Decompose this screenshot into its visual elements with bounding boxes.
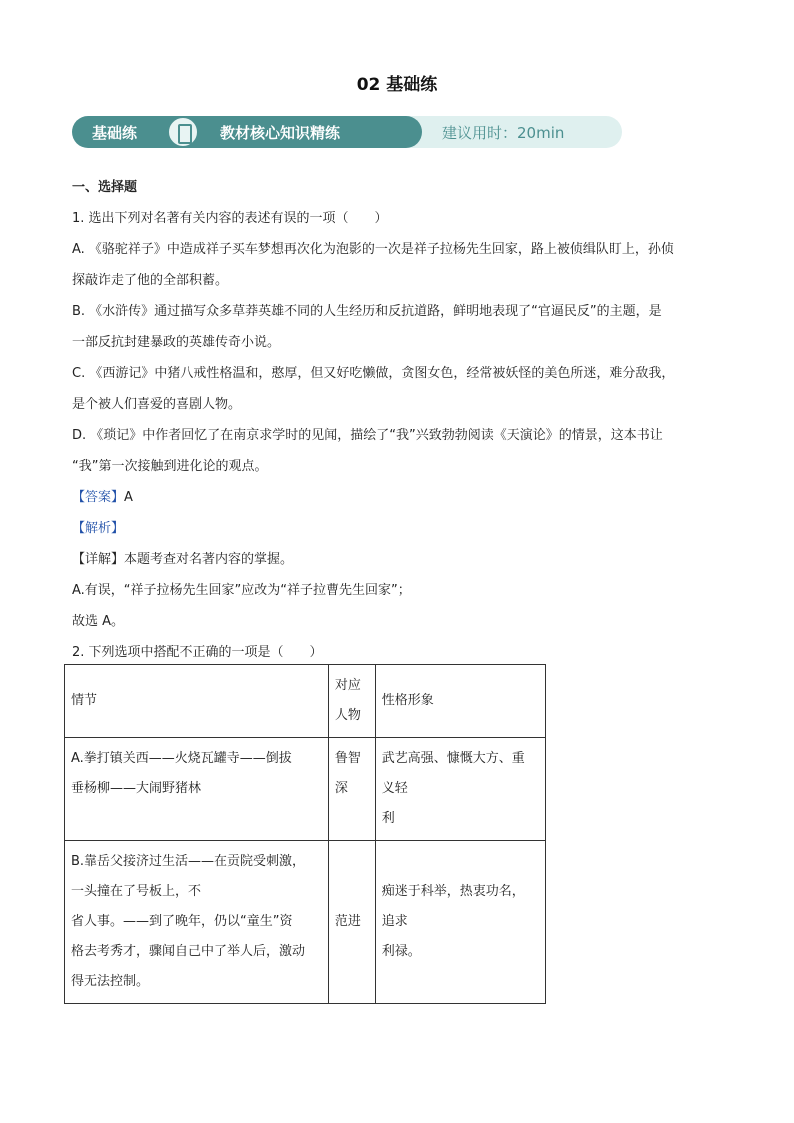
q1-option-d-line1: D. 《琐记》中作者回忆了在南京求学时的见闻，描绘了“我”兴致勃勃阅读《天演论》的情景，这本书让	[72, 428, 663, 443]
book-icon	[167, 116, 199, 148]
q1-option-b-line1: B. 《水浒传》通过描写众多草莽英雄不同的人生经历和反抗道路，鲜明地表现了“官逼民反”的主题，是	[72, 304, 662, 319]
table-header-row	[65, 665, 546, 738]
section-heading: 一、选择题	[72, 180, 138, 195]
question-content	[72, 172, 724, 668]
q1-option-d-line2: “我”第一次接触到进化论的观点。	[72, 459, 268, 474]
q1-option-c-line1: C. 《西游记》中猪八戒性格温和，憨厚，但又好吃懒做，贪图女色，经常被妖怪的美色所迷，难分敌我，	[72, 366, 675, 381]
q1-option-c-line2: 是个被人们喜爱的喜剧人物。	[72, 397, 242, 412]
header-plot: 情节	[65, 665, 329, 738]
row-b-person: 范进	[328, 841, 375, 1004]
page-title: 02 基础练	[356, 75, 438, 95]
q1-detail	[72, 544, 724, 575]
row-a-trait: 武艺高强、慷慨大方、重 义轻 利	[375, 738, 545, 841]
banner-label-basic: 基础练	[92, 124, 138, 142]
table-row	[65, 738, 546, 841]
row-a-plot: A.拳打镇关西——火烧瓦罐寺——倒拔 垂杨柳——大闹野猪林	[65, 738, 329, 841]
banner-label-time: 建议用时：20min	[442, 124, 565, 142]
banner-label-core: 教材核心知识精练	[220, 124, 341, 142]
analysis-tag: 【解析】	[72, 521, 125, 536]
detail-tag: 【详解】	[72, 552, 125, 567]
row-b-plot: B.靠岳父接济过生活——在贡院受刺激， 一头撞在了号板上，不 省人事。——到了晚年，仍以“童生”资 格去考秀才，骤闻自己中了举人后，激动 得无法控制。	[65, 841, 329, 1004]
table-row	[65, 841, 546, 1004]
q1-analysis	[72, 513, 724, 544]
answer-tag: 【答案】	[72, 490, 125, 505]
q2-stem: 2. 下列选项中搭配不正确的一项是（ ）	[72, 645, 323, 660]
q1-option-b-line2: 一部反抗封建暴政的英雄传奇小说。	[72, 335, 281, 350]
q2-table	[64, 664, 546, 1004]
answer-value: A	[124, 490, 133, 505]
detail-text: 本题考查对名著内容的掌握。	[124, 552, 294, 567]
q1-option-a-line1: A. 《骆驼祥子》中造成祥子买车梦想再次化为泡影的一次是祥子拉杨先生回家，路上被侦缉队盯上，孙侦	[72, 242, 674, 257]
row-b-trait: 痴迷于科举，热衷功名， 追求 利禄。	[375, 841, 545, 1004]
q1-detail-2: A.有误，“祥子拉杨先生回家”应改为“祥子拉曹先生回家”；	[72, 583, 411, 598]
q1-option-a-line2: 探敲诈走了他的全部积蓄。	[72, 273, 229, 288]
header-person: 对应 人物	[328, 665, 375, 738]
q1-answer	[72, 482, 724, 513]
q1-stem: 1. 选出下列对名著有关内容的表述有误的一项（ ）	[72, 211, 388, 226]
row-a-person: 鲁智 深	[328, 738, 375, 841]
section-banner	[72, 116, 622, 148]
header-trait: 性格形象	[375, 665, 545, 738]
q1-conclusion: 故选 A。	[72, 614, 125, 629]
